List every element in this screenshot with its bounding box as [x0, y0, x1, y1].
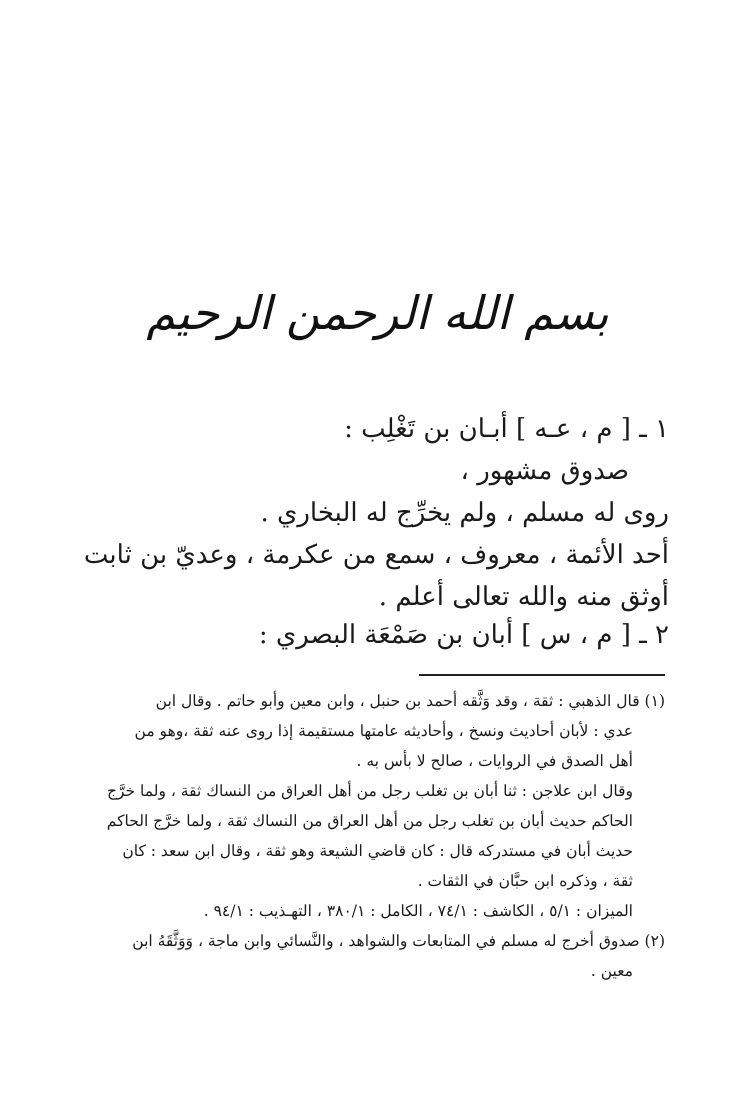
footnotes — [95, 686, 665, 986]
footnote-divider — [419, 674, 665, 676]
footnote-line: (٢) صدوق أخرج له مسلم في المتابعات والشواهد ، والنَّسائي وابن ماجة ، وَوَثَّقَهُ ابن — [132, 932, 665, 950]
entry-text-line: أحد الأئمة ، معروف ، سمع من عكرمة ، وعديّ بن ثابت — [83, 540, 669, 570]
entry-text-line: صدوق مشهور ، — [460, 456, 629, 486]
footnote-line: أهل الصدق في الروايات ، صالح لا بأس به . — [356, 752, 633, 770]
footnote-line: الميزان : ٥/١ ، الكاشف : ٧٤/١ ، الكامل : ٣٨٠/١ ، التهـذيب : ٩٤/١ . — [203, 902, 633, 920]
basmala-calligraphy: بسم الله الرحمن الرحيم — [146, 286, 609, 340]
entry-text-line: روى له مسلم ، ولم يخرِّج له البخاري . — [260, 498, 669, 528]
entry-text-line: أوثق منه والله تعالى أعلم . — [378, 582, 669, 612]
footnote-line: عدي : لأبان أحاديث ونسخ ، وأحاديثه عامتها مستقيمة إذا روى عنه ثقة ،وهو من — [134, 722, 633, 740]
footnote-line: وقال ابن علاجن : ثنا أبان بن تغلب رجل من أهل العراق من النساك ثقة ، ولما خرَّج — [106, 782, 633, 800]
footnote-line: ثقة ، وذكره ابن حبَّان في الثقات . — [417, 872, 633, 890]
entry-heading: ١ ـ [ م ، عـه ] أبـان بن تَغْلِب : — [344, 414, 669, 444]
footnote-line: حديث أبان في مستدركه قال : كان قاضي الشيعة وهو ثقة ، وقال ابن سعد : كان — [122, 842, 633, 860]
entry-1 — [79, 408, 669, 618]
footnote-line: (١) قال الذهبي : ثقة ، وقد وَثَّقه أحمد بن حنبل ، وابن معين وأبو حاتم . وقال ابن — [155, 692, 665, 710]
footnote-line: الحاكم حديث أبان بن تغلب رجل من أهل العراق من النساك ثقة ، ولما خرَّج الحاكم — [106, 812, 633, 830]
footnote-line: معين . — [590, 962, 633, 980]
entry-2 — [79, 614, 669, 656]
entry-heading: ٢ ـ [ م ، س ] أبان بن صَمْعَة البصري : — [258, 620, 669, 650]
